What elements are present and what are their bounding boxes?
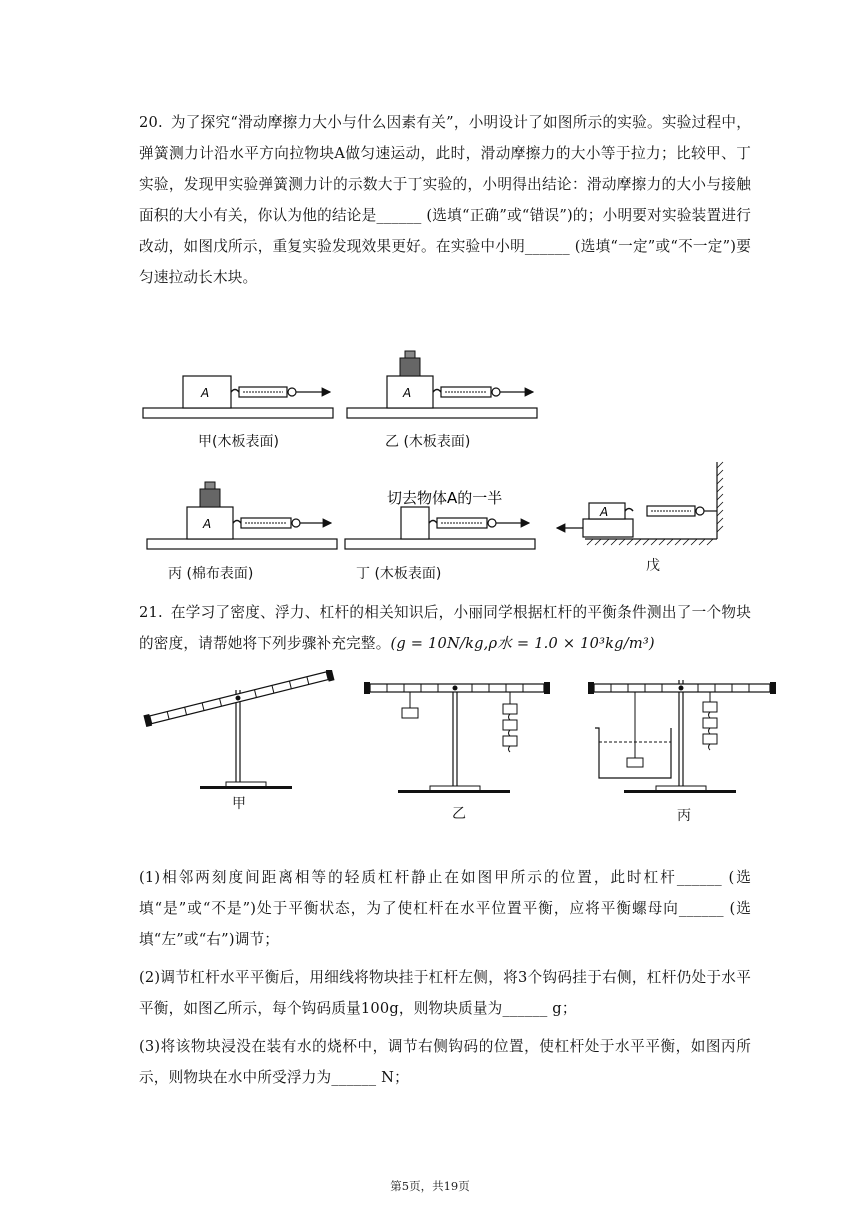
caption-yi: 乙 (木板表面) xyxy=(385,434,471,450)
lever-caption-bing: 丙 xyxy=(677,808,691,824)
question-text: 为了探究“滑动摩擦力大小与什么因素有关”，小明设计了如图所示的实验。实验过程中，弹簧测力计沿水平方向拉物块A做匀速运动，此时，滑动摩擦力的大小等于拉力；比较甲、丁实验，发现甲实验弹簧测力计的示数大于丁实验的，小明得出结论：滑动摩擦力的大小与接触面积的大小有关，你认为他的结论是______ (选填“正确”或“错误”)的；小明要对实验装置进行改动，如图戊所示，重复实验发现效果更好。在实验中小明______ (选填“一定”或“不一定”)要匀速拉动长木块。 xyxy=(139,114,751,286)
step-1-text: (1)相邻两刻度间距离相等的轻质杠杆静止在如图甲所示的位置，此时杠杆______ (选填“是”或“不是”)处于平衡状态，为了使杠杆在水平位置平衡，应将平衡螺母向______ (选填“左”或“右”)调节； xyxy=(139,869,751,948)
page-footer: 第5页，共19页 xyxy=(390,1179,470,1193)
lever-caption-jia: 甲 xyxy=(232,796,246,812)
question-number: 21. xyxy=(139,604,163,621)
step-3 xyxy=(139,1031,751,1093)
question-20 xyxy=(139,107,751,293)
question-21 xyxy=(139,597,751,659)
caption-ding: 丁 (木板表面) xyxy=(356,566,442,582)
caption-jia: 甲(木板表面) xyxy=(198,434,279,450)
setup-jia xyxy=(143,376,333,418)
block-label: A xyxy=(201,386,210,400)
caption-bing: 丙 (棉布表面) xyxy=(168,566,254,582)
caption-wu: 戊 xyxy=(646,558,660,574)
setup-yi xyxy=(347,351,537,418)
step-1 xyxy=(139,862,751,955)
step-2 xyxy=(139,962,751,1024)
question-intro: 在学习了密度、浮力、杠杆的相关知识后，小丽同学根据杠杆的平衡条件测出了一个物块的密度，请帮她将下列步骤补充完整。 xyxy=(139,604,751,652)
setup-wu xyxy=(557,462,723,545)
block-label: A xyxy=(203,517,212,531)
block-label: A xyxy=(600,505,609,519)
question-number: 20. xyxy=(139,114,163,131)
setup-ding xyxy=(345,489,535,549)
lever-jia xyxy=(143,670,334,789)
lever-bing xyxy=(588,680,776,793)
cut-note: 切去物体A的一半 xyxy=(387,489,503,507)
friction-experiment-figure xyxy=(135,340,755,590)
formula: (g = 10N/kg,ρ水 = 1.0 × 10³kg/m³) xyxy=(390,635,655,652)
setup-bing xyxy=(147,482,337,549)
step-3-text: (3)将该物块浸没在装有水的烧杯中，调节右侧钩码的位置，使杠杆处于水平平衡，如图丙所示，则物块在水中所受浮力为______ N； xyxy=(139,1038,751,1086)
block-label: A xyxy=(403,386,412,400)
lever-caption-yi: 乙 xyxy=(452,806,466,822)
lever-yi xyxy=(364,682,550,793)
step-2-text: (2)调节杠杆水平平衡后，用细线将物块挂于杠杆左侧，将3个钩码挂于右侧，杠杆仍处于水平平衡，如图乙所示，每个钩码质量100g，则物块质量为______ g； xyxy=(139,969,751,1017)
